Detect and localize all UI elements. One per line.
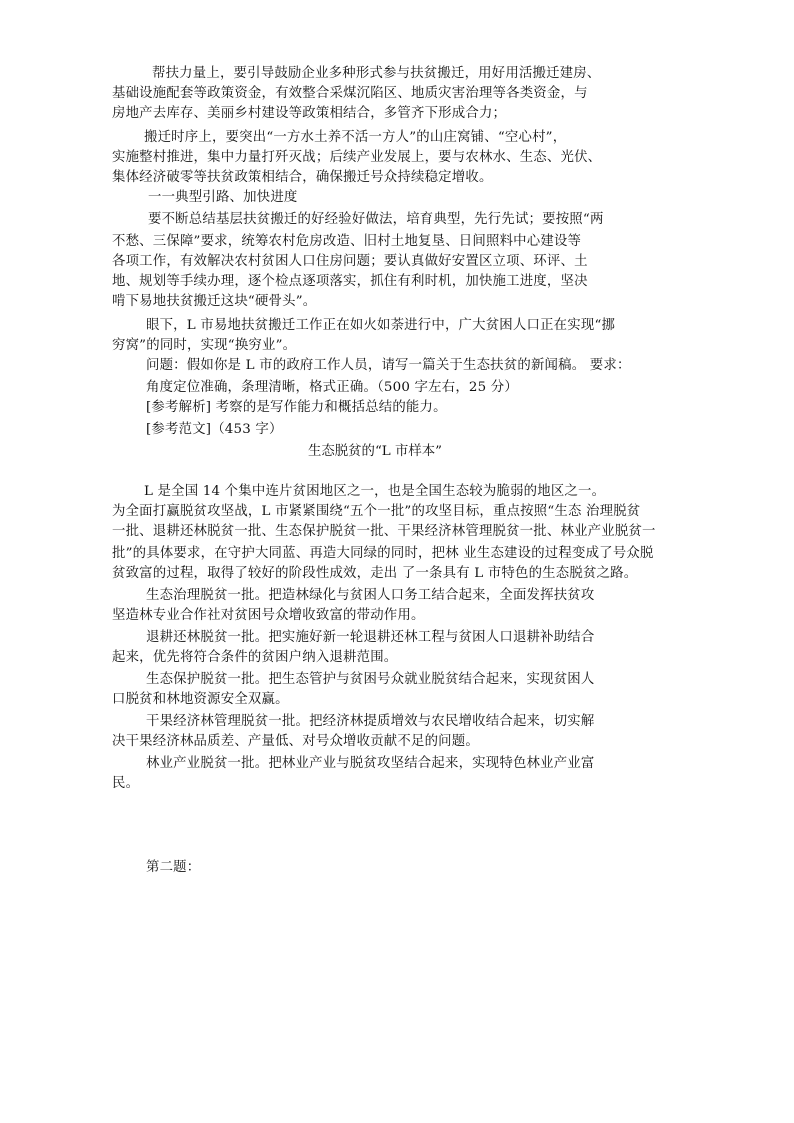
paragraph-line: 贫致富的过程，取得了较好的阶段性成效，走出 了一条具有 L 市特色的生态脱贫之路。 bbox=[112, 566, 638, 581]
paragraph-line: 眼下，L 市易地扶贫搬迁工作正在如火如荼进行中，广大贫困人口正在实现“挪 bbox=[146, 318, 616, 333]
second-question-label: 第二题： bbox=[146, 860, 201, 875]
paragraph-line: 帮扶力量上，要引导鼓励企业多种形式参与扶贫搬迁，用好用活搬迁建房、 bbox=[152, 66, 601, 81]
paragraph-line: 各项工作，有效解决农村贫困人口住房问题；要认真做好安置区立项、环评、土 bbox=[112, 254, 588, 269]
question-line: 角度定位准确，条理清晰，格式正确。（500 字左右，25 分） bbox=[146, 380, 518, 395]
question-line: 问题：假如你是 L 市的政府工作人员，请写一篇关于生态扶贫的新闻稿。 要求： bbox=[146, 358, 631, 373]
paragraph-line: 集体经济破零等扶贫政策相结合，确保搬迁号众持续稳定增收。 bbox=[112, 170, 493, 185]
paragraph-line: 啃下易地扶贫搬迁这块“硬骨头”。 bbox=[112, 294, 317, 309]
paragraph-line: 为全面打赢脱贫攻坚战，L 市紧紧围绕“五个一批”的攻坚目标，重点按照“生态 治理脱贫 bbox=[112, 504, 641, 519]
paragraph-line: 起来，优先将符合条件的贫困户纳入退耕范围。 bbox=[112, 650, 398, 665]
paragraph-line: 穷窝”的同时，实现“换穷业”。 bbox=[112, 338, 297, 353]
paragraph-line: 基础设施配套等政策资金，有效整合采煤沉陷区、地质灾害治理等各类资金，与 bbox=[112, 86, 588, 101]
section-subheading: 一一典型引路、加快进度 bbox=[148, 190, 298, 205]
paragraph-line: 不愁、三保障”要求，统筹农村危房改造、旧村土地复垦、日间照料中心建设等 bbox=[112, 234, 582, 249]
paragraph-line: 干果经济林管理脱贫一批。把经济林提质增效与农民增收结合起来，切实解 bbox=[146, 714, 595, 729]
paragraph-line: 批”的具体要求，在守护大同蓝、再造大同绿的同时，把林 业生态建设的过程变成了号众脱 bbox=[112, 546, 654, 561]
paragraph-line: 林业产业脱贫一批。把林业产业与脱贫攻坚结合起来，实现特色林业产业富 bbox=[146, 756, 595, 771]
sample-essay-label: [参考范文]（453 字） bbox=[146, 422, 283, 437]
paragraph-line: 房地产去库存、美丽乡村建设等政策相结合，多管齐下形成合力； bbox=[112, 106, 507, 121]
paragraph-line: 要不断总结基层扶贫搬迁的好经验好做法，培育典型，先行先试；要按照“两 bbox=[148, 212, 604, 227]
analysis-line: [参考解析] 考察的是写作能力和概括总结的能力。 bbox=[146, 400, 447, 415]
paragraph-line: 搬迁时序上，要突出“一方水土养不活一方人”的山庄窝铺、“空心村”， bbox=[144, 130, 567, 145]
paragraph-line: 民。 bbox=[112, 776, 140, 791]
paragraph-line: 地、规划等手续办理，逐个检点逐项落实，抓住有利时机，加快施工进度，坚决 bbox=[112, 274, 588, 289]
paragraph-line: 退耕还林脱贫一批。把实施好新一轮退耕还林工程与贫困人口退耕补助结合 bbox=[146, 630, 595, 645]
paragraph-line: 实施整村推进，集中力量打歼灭战；后续产业发展上，要与农林水、生态、光伏、 bbox=[112, 150, 602, 165]
paragraph-line: L 是全国 14 个集中连片贫困地区之一，也是全国生态较为脆弱的地区之一。 bbox=[144, 484, 606, 499]
paragraph-line: 生态治理脱贫一批。把造林绿化与贫困人口务工结合起来，全面发挥扶贫攻 bbox=[146, 588, 595, 603]
paragraph-line: 一批、退耕还林脱贫一批、生态保护脱贫一批、干果经济林管理脱贫一批、林业产业脱贫一 bbox=[112, 524, 656, 539]
article-title: 生态脱贫的“L 市样本” bbox=[308, 444, 442, 459]
paragraph-line: 生态保护脱贫一批。把生态管护与贫困号众就业脱贫结合起来，实现贫困人 bbox=[146, 672, 595, 687]
paragraph-line: 决干果经济林品质差、产量低、对号众增收贡献不足的问题。 bbox=[112, 734, 479, 749]
paragraph-line: 口脱贫和林地资源安全双赢。 bbox=[112, 692, 289, 707]
paragraph-line: 坚造林专业合作社对贫困号众增收致富的带动作用。 bbox=[112, 608, 425, 623]
